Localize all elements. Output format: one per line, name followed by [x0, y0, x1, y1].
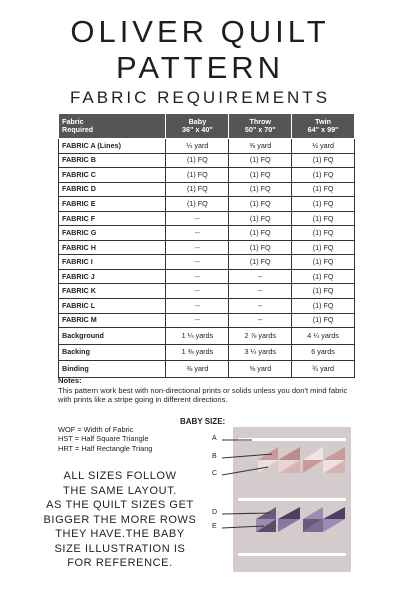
- table-row: [59, 284, 355, 299]
- fabric-name-cell: FABRIC M: [59, 313, 166, 328]
- amount-cell: --: [166, 240, 229, 255]
- baby-quilt-illustration: [208, 427, 368, 572]
- stripe-top: [238, 438, 346, 441]
- sizes-note: [40, 469, 200, 571]
- amount-cell: (1) FQ: [166, 197, 229, 212]
- row-letter-b: B: [212, 453, 217, 460]
- amount-cell: --: [166, 313, 229, 328]
- abbr-wof: WOF = Width of Fabric: [58, 425, 134, 434]
- amount-cell: (1) FQ: [292, 255, 355, 270]
- sizes-note-line: ALL SIZES FOLLOW: [63, 470, 177, 482]
- triangle-e-4: [323, 519, 345, 532]
- amount-cell: 3 ¼ yards: [229, 344, 292, 361]
- header-baby: [166, 114, 229, 139]
- fabric-name-cell: FABRIC F: [59, 211, 166, 226]
- fabric-name-cell: FABRIC A (Lines): [59, 139, 166, 154]
- row-letter-d: D: [212, 509, 218, 516]
- table-row: [59, 255, 355, 270]
- header-throw-line2: 50" x 70": [244, 125, 276, 134]
- table-body: [59, 139, 355, 378]
- abbr-hrt: HRT = Half Rectangle Triang: [58, 443, 153, 453]
- amount-cell: (1) FQ: [166, 182, 229, 197]
- sizes-note-line: THE SAME LAYOUT.: [63, 484, 177, 497]
- amount-cell: (1) FQ: [229, 182, 292, 197]
- table-row: [59, 211, 355, 226]
- amount-cell: (1) FQ: [229, 168, 292, 183]
- fabric-name-cell: FABRIC J: [59, 269, 166, 284]
- amount-cell: --: [166, 255, 229, 270]
- fabric-name-cell: FABRIC B: [59, 153, 166, 168]
- amount-cell: (1) FQ: [229, 197, 292, 212]
- row-letter-c: C: [212, 470, 218, 477]
- amount-cell: (1) FQ: [292, 299, 355, 314]
- amount-cell: (1) FQ: [166, 153, 229, 168]
- header-throw-line1: Throw: [249, 117, 271, 126]
- triangle-b-3: [303, 447, 323, 460]
- abbr-hst: HST = Half Square Triangle: [58, 434, 149, 444]
- table-row: [59, 269, 355, 284]
- table-row: [59, 313, 355, 328]
- amount-cell: (1) FQ: [229, 226, 292, 241]
- fabric-name-cell: Backing: [59, 344, 166, 361]
- sizes-note-line: SIZE ILLUSTRATION IS: [54, 542, 186, 555]
- fabric-name-cell: FABRIC I: [59, 255, 166, 270]
- quilt-svg: [208, 427, 368, 572]
- sizes-note-line: BIGGER THE MORE ROWS: [43, 513, 197, 526]
- fabric-name-cell: FABRIC E: [59, 197, 166, 212]
- table-row: [59, 153, 355, 168]
- header-twin-line1: Twin: [315, 117, 331, 126]
- header-fabric-line1: Fabric: [62, 117, 84, 126]
- table-row: [59, 344, 355, 361]
- fabric-name-cell: FABRIC K: [59, 284, 166, 299]
- pointer-line-c: [222, 467, 268, 475]
- amount-cell: --: [229, 313, 292, 328]
- amount-cell: ½ yard: [292, 139, 355, 154]
- header-twin-line2: 64" x 99": [307, 125, 339, 134]
- table-row: [59, 168, 355, 183]
- amount-cell: --: [166, 269, 229, 284]
- table-row: [59, 197, 355, 212]
- table-row: [59, 299, 355, 314]
- header-baby-line2: 36" x 40": [182, 125, 213, 134]
- fabric-requirements-table: [58, 113, 355, 378]
- header-twin: [292, 114, 355, 139]
- notes-block: [58, 376, 358, 405]
- amount-cell: 6 yards: [292, 344, 355, 361]
- amount-cell: --: [166, 226, 229, 241]
- amount-cell: --: [166, 299, 229, 314]
- title-line-1: OLIVER QUILT: [70, 14, 330, 49]
- header-throw: [229, 114, 292, 139]
- amount-cell: (1) FQ: [292, 211, 355, 226]
- header-fabric: [59, 114, 166, 139]
- table-header-row: [59, 114, 355, 139]
- page-subtitle: FABRIC REQUIREMENTS: [69, 88, 331, 107]
- fabric-name-cell: FABRIC G: [59, 226, 166, 241]
- amount-cell: --: [229, 284, 292, 299]
- fabric-name-cell: FABRIC L: [59, 299, 166, 314]
- triangle-d-4: [323, 507, 345, 519]
- fabric-name-cell: Background: [59, 328, 166, 345]
- amount-cell: (1) FQ: [292, 226, 355, 241]
- triangle-c-3: [303, 460, 323, 473]
- header-baby-line1: Baby: [188, 117, 207, 126]
- sizes-note-line: THEY HAVE.THE BABY: [55, 528, 185, 540]
- table-row: [59, 226, 355, 241]
- amount-cell: ¼ yard: [166, 139, 229, 154]
- amount-cell: (1) FQ: [292, 269, 355, 284]
- table-header: [59, 114, 355, 139]
- amount-cell: (1) FQ: [292, 284, 355, 299]
- row-letter-a: A: [212, 435, 217, 442]
- amount-cell: (1) FQ: [292, 153, 355, 168]
- amount-cell: (1) FQ: [229, 153, 292, 168]
- amount-cell: (1) FQ: [292, 168, 355, 183]
- amount-cell: 1 ¼ yards: [166, 328, 229, 345]
- abbreviations-list: [58, 425, 198, 453]
- amount-cell: --: [229, 299, 292, 314]
- amount-cell: 4 ¼ yards: [292, 328, 355, 345]
- amount-cell: ⅝ yard: [229, 361, 292, 378]
- triangle-b-4: [323, 447, 345, 460]
- pointer-line-d: [222, 513, 270, 514]
- amount-cell: (1) FQ: [229, 255, 292, 270]
- amount-cell: (1) FQ: [166, 168, 229, 183]
- amount-cell: (1) FQ: [292, 197, 355, 212]
- triangle-b-2: [278, 447, 300, 460]
- triangle-d-2: [278, 507, 300, 519]
- amount-cell: 2 ⅞ yards: [229, 328, 292, 345]
- triangle-b-1: [258, 447, 278, 460]
- table-row: [59, 182, 355, 197]
- fabric-name-cell: Binding: [59, 361, 166, 378]
- title-line-2: PATTERN: [115, 50, 285, 85]
- table-row: [59, 139, 355, 154]
- notes-heading: Notes:: [58, 376, 82, 385]
- header-fabric-line2: Required: [62, 125, 94, 134]
- amount-cell: (1) FQ: [229, 240, 292, 255]
- fabric-name-cell: FABRIC H: [59, 240, 166, 255]
- amount-cell: --: [229, 269, 292, 284]
- table-row: [59, 240, 355, 255]
- amount-cell: (1) FQ: [229, 211, 292, 226]
- stripe-bottom: [238, 553, 346, 556]
- baby-size-label: BABY SIZE:: [180, 417, 226, 426]
- table-row: [59, 361, 355, 378]
- fabric-name-cell: FABRIC C: [59, 168, 166, 183]
- triangle-e-2: [278, 519, 300, 532]
- sizes-note-line: FOR REFERENCE.: [67, 557, 173, 569]
- amount-cell: (1) FQ: [292, 240, 355, 255]
- sizes-note-line: AS THE QUILT SIZES GET: [46, 499, 194, 511]
- notes-body: This pattern work best with non-directional prints or solids unless you don't mind fabric with prints like a stripe going in different directions.: [58, 385, 348, 405]
- amount-cell: ⅜ yard: [166, 361, 229, 378]
- table-row: [59, 328, 355, 345]
- amount-cell: (1) FQ: [292, 313, 355, 328]
- amount-cell: 1 ⅜ yards: [166, 344, 229, 361]
- triangle-c-1: [258, 460, 278, 473]
- amount-cell: ¾ yard: [292, 361, 355, 378]
- amount-cell: ⅜ yard: [229, 139, 292, 154]
- stripe-middle: [238, 498, 346, 501]
- row-letter-e: E: [212, 523, 217, 530]
- fabric-name-cell: FABRIC D: [59, 182, 166, 197]
- amount-cell: (1) FQ: [292, 182, 355, 197]
- triangle-d-3: [303, 507, 323, 519]
- amount-cell: --: [166, 211, 229, 226]
- amount-cell: --: [166, 284, 229, 299]
